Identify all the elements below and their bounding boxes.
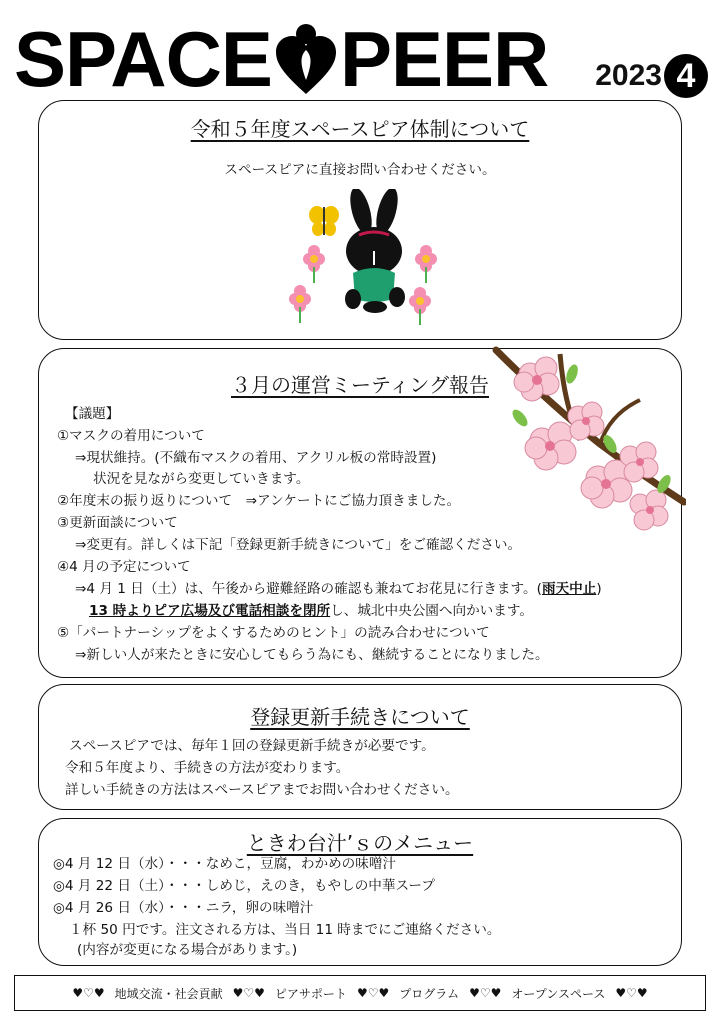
agenda-item-1-result: ⇒現状維持。(不織布マスクの着用、アクリル板の常時設置): [75, 450, 437, 466]
issue-month-badge: 4: [664, 54, 708, 98]
section-registration: [38, 684, 682, 810]
section-menu-title: ときわ台汁’ｓのメニュー: [246, 831, 474, 855]
footer-item-program: プログラム: [399, 986, 460, 1001]
masthead: [14, 14, 714, 104]
section-system: [38, 100, 682, 340]
agenda-label: 【議題】: [65, 406, 120, 422]
menu-price-note: １杯 50 円です。注文される方は、当日 11 時までにご連絡ください。: [69, 922, 501, 938]
blossom-icon: [620, 442, 658, 482]
menu-item-3: ◎4 月 26 日（水）・・・ニラ，卵の味噌汁: [53, 900, 314, 916]
footer-item-community: 地域交流・社会貢献: [114, 986, 223, 1001]
footer-item-peer-support: ピアサポート: [274, 986, 347, 1001]
agenda-item-4-detail: ⇒4 月 1 日（土）は、午後から避難経路の確認も兼ねてお花見に行きます。(雨天中止): [75, 581, 602, 597]
flower-icon: [415, 245, 437, 283]
flower-icon: [409, 287, 431, 325]
hearts-icon: ♥♡♥: [469, 986, 502, 1000]
agenda-item-3-result: ⇒変更有。詳しくは下記「登録更新手続きについて」をご確認ください。: [75, 537, 522, 553]
cherry-blossom-illustration: [490, 344, 686, 534]
section-meeting-title: ３月の運営ミーティング報告: [231, 373, 489, 397]
menu-change-note: (内容が変更になる場合があります。): [77, 942, 298, 958]
blossom-icon: [525, 422, 576, 470]
agenda-item-1: ①マスクの着用について: [57, 428, 205, 444]
agenda-item-2: ②年度末の振り返りについて ⇒アンケートにご協力頂きました。: [57, 493, 461, 509]
hearts-icon: ♥♡♥: [615, 986, 648, 1000]
agenda-item-5-result: ⇒新しい人が来たときに安心してもらう為にも、継続することになりました。: [75, 647, 549, 663]
blossom-icon: [568, 402, 604, 440]
hearts-icon: ♥♡♥: [356, 986, 390, 1000]
rabbit-flowers-illustration: [289, 189, 449, 329]
section-menu: [38, 818, 682, 966]
blossom-icon: [514, 357, 559, 401]
footer-bar: [14, 975, 706, 1011]
blossom-icon: [581, 460, 632, 508]
blossom-icon: [630, 490, 668, 530]
closure-note: 13 時よりピア広場及び電話相談を閉所: [89, 603, 331, 619]
hearts-icon: ♥♡♥: [72, 986, 105, 1000]
heart-figure-icon: [274, 22, 338, 96]
agenda-item-4-detail-2: 13 時よりピア広場及び電話相談を閉所し、城北中央公園へ向かいます。: [89, 603, 533, 619]
issue-date: [595, 54, 708, 98]
section-registration-title: 登録更新手続きについて: [250, 705, 470, 729]
logo-text-right: PEER: [339, 15, 549, 103]
issue-year: 2023: [595, 59, 662, 92]
rain-cancel-note: 雨天中止: [541, 581, 597, 597]
agenda-item-3: ③更新面談について: [57, 515, 178, 531]
section-system-title: 令和５年度スペースピア体制について: [190, 117, 530, 141]
registration-text-2: 令和５年度より、手続きの方法が変わります。: [65, 760, 350, 776]
logo-text-left: SPACE: [14, 15, 272, 103]
flower-icon: [303, 245, 325, 283]
logo: [14, 14, 548, 104]
butterfly-icon: [309, 206, 339, 236]
footer-item-open-space: オープンスペース: [511, 986, 606, 1001]
menu-item-1: ◎4 月 12 日（水）・・・なめこ，豆腐，わかめの味噌汁: [53, 856, 397, 872]
section-system-text: スペースピアに直接お問い合わせください。: [224, 162, 496, 178]
registration-text-1: スペースピアでは、毎年１回の登録更新手続きが必要です。: [69, 738, 435, 754]
registration-text-3: 詳しい手続きの方法はスペースピアまでお問い合わせください。: [65, 782, 459, 798]
agenda-item-1-note: 状況を見ながら変更していきます。: [93, 471, 310, 487]
hearts-icon: ♥♡♥: [232, 986, 265, 1000]
menu-item-2: ◎4 月 22 日（土）・・・しめじ，えのき，もやしの中華スープ: [53, 878, 435, 894]
agenda-item-4: ④4 月の予定について: [57, 559, 191, 575]
agenda-item-5: ⑤「パートナーシップをよくするためのヒント」の読み合わせについて: [57, 625, 490, 641]
flower-icon: [289, 285, 311, 323]
rabbit-icon: [345, 189, 405, 313]
